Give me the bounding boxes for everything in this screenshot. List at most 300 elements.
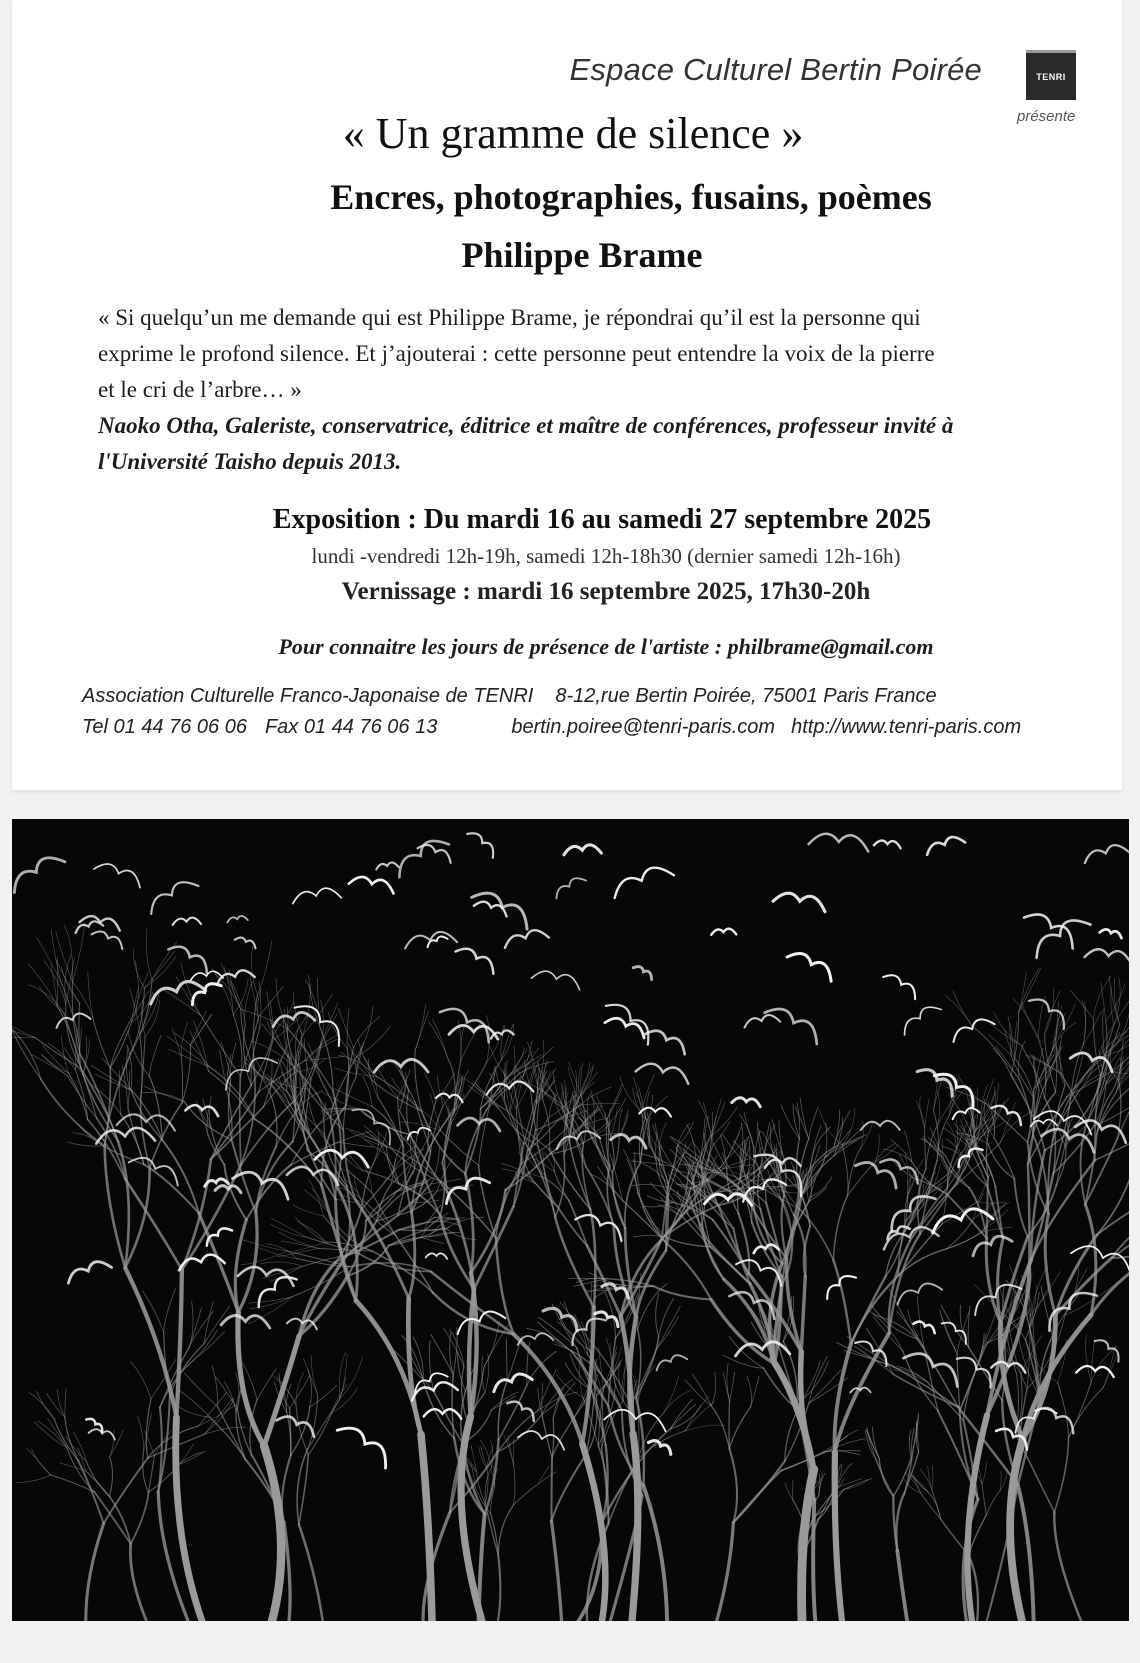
branch: [833, 1260, 851, 1344]
branch: [751, 1377, 759, 1407]
bird: [773, 891, 827, 912]
bird: [553, 873, 587, 899]
branch: [190, 1011, 206, 1045]
branch: [727, 1364, 730, 1401]
bird: [1034, 1403, 1078, 1433]
branch: [496, 1238, 514, 1334]
branch: [199, 1213, 239, 1312]
branch: [719, 1206, 749, 1274]
branch: [415, 1005, 425, 1050]
association-name: Association Culturelle Franco-Japonaise de TENRI: [82, 685, 534, 707]
branch: [580, 1087, 611, 1105]
branch: [130, 1362, 151, 1399]
branch: [238, 1212, 257, 1312]
branch: [1111, 987, 1114, 1025]
branch: [304, 1133, 336, 1199]
bird: [238, 1265, 296, 1286]
branch: [400, 1111, 417, 1157]
bird: [291, 886, 341, 906]
branch: [685, 1397, 708, 1431]
branch: [162, 1140, 199, 1213]
bird: [403, 929, 457, 951]
branch: [130, 1544, 146, 1621]
branch: [528, 1042, 538, 1081]
branch: [1058, 1383, 1069, 1438]
branch: [297, 1449, 308, 1524]
branch: [527, 1328, 572, 1352]
branch: [930, 1128, 942, 1157]
branch: [1091, 1340, 1095, 1382]
branch: [896, 1493, 904, 1550]
tenri-logo: [1026, 50, 1076, 100]
branch: [230, 1043, 236, 1083]
branch: [259, 987, 284, 1017]
branch: [800, 1098, 809, 1139]
branch: [310, 1385, 337, 1407]
bird: [167, 941, 212, 973]
branch: [176, 1417, 202, 1621]
branch: [656, 1294, 659, 1336]
branch: [270, 1094, 277, 1147]
vernissage-date: Vernissage : mardi 16 septembre 2025, 17h30-20h: [341, 578, 871, 605]
opening-hours: lundi -vendredi 12h-19h, samedi 12h-18h30 (dernier samedi 12h-16h): [311, 544, 901, 568]
bird: [276, 1413, 318, 1437]
branch: [485, 1354, 489, 1393]
bird: [874, 840, 901, 848]
branch: [1085, 1139, 1117, 1205]
branch: [893, 1366, 958, 1407]
branch: [66, 957, 75, 1004]
bird: [215, 968, 254, 986]
branch: [12, 1026, 41, 1079]
branch: [976, 1087, 977, 1129]
branch: [552, 1418, 554, 1458]
bird: [426, 934, 448, 948]
branch: [670, 1406, 701, 1429]
branch: [659, 1299, 674, 1337]
branch: [1000, 1471, 1001, 1490]
branch: [182, 1159, 211, 1269]
branch: [879, 1458, 893, 1496]
branch: [421, 1237, 444, 1243]
branch: [181, 1022, 187, 1057]
branch: [994, 1138, 1014, 1179]
branch: [78, 1460, 104, 1523]
branch: [921, 1493, 941, 1519]
branch: [479, 1514, 485, 1621]
branch: [169, 1049, 210, 1067]
bird: [227, 915, 248, 923]
branch: [1054, 1512, 1081, 1621]
bird: [1084, 948, 1129, 965]
branch: [299, 1276, 348, 1336]
branch: [497, 1414, 542, 1452]
bird: [1082, 842, 1129, 866]
branch: [572, 1095, 587, 1127]
branch: [17, 1475, 51, 1483]
branch: [569, 1201, 587, 1246]
branch: [664, 1376, 679, 1413]
branch: [138, 1416, 144, 1448]
branch: [110, 1497, 131, 1544]
branch: [131, 1492, 149, 1544]
branch: [727, 1131, 740, 1159]
quote-line: exprime le profond silence. Et j’ajouterai : cette personne peut entendre la voix de la pierre: [98, 341, 935, 366]
branch: [842, 1145, 848, 1196]
bird: [348, 875, 395, 894]
branch: [514, 1046, 515, 1086]
branch: [212, 1365, 218, 1407]
branch: [692, 1374, 711, 1406]
branch: [299, 1455, 308, 1525]
venue-name: Espace Culturel Bertin Poirée: [569, 52, 982, 87]
bird: [426, 1253, 448, 1259]
branch: [537, 1098, 539, 1146]
branch: [198, 1405, 236, 1427]
branch: [772, 1120, 782, 1153]
branch: [873, 1314, 917, 1339]
branch: [236, 1373, 239, 1409]
branch: [39, 986, 64, 1013]
branch: [569, 1062, 582, 1098]
artwork-photo: [12, 819, 1129, 1621]
branch: [221, 964, 241, 1010]
branch: [357, 1006, 374, 1057]
branch: [702, 1224, 724, 1279]
branch: [44, 961, 66, 1005]
bird: [145, 875, 198, 916]
branch: [875, 1134, 879, 1162]
branch: [665, 1242, 711, 1300]
bird: [924, 833, 965, 857]
bird: [633, 964, 655, 980]
branch: [809, 1378, 848, 1403]
branch: [424, 1073, 435, 1102]
branch: [178, 1390, 210, 1417]
invitation-card: [12, 0, 1122, 790]
branch: [925, 1099, 929, 1128]
branch: [441, 1096, 451, 1122]
branch: [12, 1020, 35, 1038]
bird: [763, 1002, 824, 1044]
branch: [685, 1425, 724, 1431]
branch: [241, 1251, 287, 1265]
bird: [374, 1059, 428, 1075]
branch: [92, 1016, 110, 1068]
branch: [270, 1059, 272, 1094]
branch: [685, 1402, 714, 1431]
branch: [150, 1103, 183, 1168]
branch: [801, 1276, 805, 1352]
branch: [711, 1406, 729, 1449]
branch: [538, 1472, 557, 1484]
bird: [79, 914, 121, 931]
contact-line: [82, 716, 1021, 739]
branch: [947, 1122, 956, 1148]
branch: [293, 1205, 323, 1216]
branch: [1083, 1012, 1101, 1045]
branch: [1014, 1179, 1027, 1237]
branch: [711, 1372, 715, 1406]
branch: [65, 1417, 78, 1460]
branch: [73, 923, 85, 981]
branch: [210, 1096, 212, 1127]
branch: [981, 1079, 994, 1119]
address: 8-12,rue Bertin Poirée, 75001 Paris France: [555, 685, 937, 707]
branch: [686, 1380, 712, 1406]
bird: [392, 833, 449, 880]
branch: [133, 949, 144, 988]
branch: [218, 1407, 245, 1459]
fax: Fax 01 44 76 06 13: [264, 716, 438, 738]
bird: [1030, 912, 1091, 961]
event-title: « Un gramme de silence »: [342, 109, 804, 158]
branch: [1114, 979, 1119, 1025]
exhibition-dates: Exposition : Du mardi 16 au samedi 27 septembre 2025: [272, 504, 932, 535]
branch: [552, 1454, 587, 1521]
presents-label: présente: [1017, 108, 1076, 125]
branch: [729, 1407, 750, 1449]
branch: [204, 1301, 213, 1344]
branch: [347, 1009, 349, 1048]
bird: [644, 1026, 689, 1054]
bird: [563, 844, 601, 857]
branch: [485, 1440, 499, 1514]
quote-attribution: [98, 408, 1098, 480]
branch: [963, 1369, 976, 1420]
branch: [32, 1055, 67, 1076]
bird: [916, 1064, 958, 1096]
branch: [498, 1505, 513, 1555]
branch: [717, 1523, 734, 1622]
branch: [339, 1352, 345, 1398]
branch: [729, 1449, 737, 1523]
branch: [611, 1137, 614, 1173]
branch: [290, 1375, 310, 1408]
bird: [955, 1352, 997, 1388]
branch: [31, 1449, 50, 1475]
bird: [491, 1370, 532, 1393]
bird: [808, 832, 869, 851]
branch: [181, 1057, 182, 1103]
branch: [941, 1315, 957, 1353]
branch: [125, 1268, 176, 1418]
bird: [933, 1068, 980, 1107]
branch: [552, 1521, 562, 1621]
bird: [601, 1281, 630, 1298]
association-line: [82, 685, 937, 708]
branch: [986, 1490, 1000, 1515]
branch: [481, 1073, 520, 1109]
branch: [551, 1458, 552, 1522]
bird: [455, 944, 499, 974]
branch: [161, 988, 201, 1016]
branch: [590, 1174, 623, 1201]
branch: [848, 1162, 876, 1196]
branch: [72, 982, 92, 1016]
branch: [296, 1405, 308, 1455]
branch: [190, 1031, 209, 1071]
branch: [711, 1102, 725, 1137]
branch: [485, 1504, 498, 1556]
branch: [125, 1179, 182, 1270]
branch: [1035, 1057, 1040, 1090]
branch: [591, 1284, 592, 1343]
branch: [538, 1466, 549, 1484]
branch: [1054, 1438, 1068, 1512]
branch: [643, 1486, 667, 1622]
bird: [854, 1157, 901, 1188]
branch: [928, 1137, 946, 1156]
branch: [1045, 1214, 1055, 1315]
branch: [304, 1358, 318, 1394]
branch: [149, 1035, 161, 1076]
branch: [143, 1092, 184, 1101]
branch: [1028, 1164, 1029, 1268]
artist-contact: Pour connaitre les jours de présence de l'artiste : philbrame@gmail.com: [278, 634, 934, 659]
branch: [260, 1262, 303, 1266]
bird: [93, 860, 144, 888]
branch: [953, 991, 973, 1027]
artist-name: Philippe Brame: [461, 235, 703, 275]
website-link[interactable]: http://www.tenri-paris.com: [791, 716, 1022, 738]
branch: [335, 1089, 372, 1107]
branch: [299, 1256, 346, 1336]
branch: [224, 1382, 236, 1413]
branch: [88, 972, 93, 1016]
branch: [146, 929, 152, 980]
branch: [938, 1091, 940, 1125]
branch: [56, 960, 80, 1004]
branch: [110, 1457, 113, 1496]
branch: [182, 1045, 190, 1103]
branch: [259, 981, 261, 1027]
branch: [444, 1328, 464, 1367]
branch: [956, 1120, 958, 1148]
branch: [508, 1435, 514, 1466]
branch: [34, 1422, 67, 1448]
branch: [429, 1022, 448, 1058]
branch: [284, 1522, 290, 1621]
bird: [860, 1120, 899, 1132]
branch: [279, 1232, 319, 1248]
branch: [1019, 968, 1041, 1013]
branch: [489, 1045, 514, 1086]
branch: [587, 1289, 615, 1291]
bird: [786, 948, 837, 981]
branch: [765, 1123, 770, 1156]
branch: [311, 1042, 322, 1080]
branch: [363, 1076, 372, 1106]
branch: [809, 1107, 819, 1139]
branch: [356, 1200, 409, 1298]
bird: [234, 936, 257, 949]
branch: [917, 1339, 958, 1407]
branch: [909, 1430, 911, 1458]
branch: [1085, 1204, 1096, 1315]
bird: [1099, 928, 1122, 938]
quote-text: [98, 300, 1088, 408]
bird: [823, 1271, 856, 1301]
branch: [144, 957, 176, 988]
branch: [928, 1466, 932, 1490]
branch: [164, 1289, 176, 1332]
branch: [400, 1081, 407, 1111]
branch: [243, 1240, 288, 1251]
logo-text: TENRI: [1036, 71, 1066, 82]
bird: [882, 970, 920, 999]
branch: [452, 1375, 454, 1439]
branch: [498, 1556, 500, 1622]
trees-and-birds-image: [12, 819, 1129, 1621]
branch: [1106, 983, 1126, 1020]
branch: [347, 1169, 372, 1192]
branch: [105, 1146, 126, 1268]
bird: [65, 1257, 112, 1285]
branch: [339, 1008, 354, 1047]
branch: [631, 1161, 674, 1167]
branch: [86, 1523, 104, 1621]
bird: [951, 1106, 980, 1121]
bird: [902, 1347, 964, 1386]
bird: [894, 1279, 942, 1307]
branch: [437, 1076, 443, 1106]
branch: [360, 1109, 410, 1135]
branch: [48, 1418, 67, 1447]
branch: [241, 1010, 288, 1029]
bird: [743, 1013, 780, 1029]
branch: [816, 1489, 844, 1515]
quote-line: « Si quelqu’un me demande qui est Philippe Brame, je répondrai qu’il est la personne qui: [98, 305, 921, 330]
branch: [271, 1218, 306, 1237]
branch: [1038, 997, 1045, 1039]
branch: [729, 1402, 730, 1449]
branch: [282, 1455, 291, 1522]
branch: [340, 1357, 363, 1399]
email-link[interactable]: bertin.poiree@tenri-paris.com: [511, 716, 776, 738]
branch: [303, 984, 311, 1035]
branch: [267, 1021, 290, 1058]
branch: [308, 1398, 340, 1449]
branch: [631, 1349, 657, 1405]
branch: [747, 1376, 752, 1407]
branch: [1095, 1126, 1129, 1160]
bird: [1023, 908, 1080, 949]
bird: [885, 1223, 909, 1240]
bird: [517, 1428, 566, 1450]
branch: [86, 1461, 109, 1496]
branch: [1030, 1266, 1047, 1317]
bird: [12, 850, 65, 895]
branch: [945, 995, 973, 1027]
branch: [647, 1196, 673, 1203]
branch: [361, 1172, 392, 1209]
bird: [604, 1015, 647, 1038]
quote-line: et le cri de l’arbre… »: [98, 377, 302, 402]
branch: [513, 1484, 538, 1505]
branch: [607, 1085, 622, 1119]
branch: [925, 1128, 926, 1169]
branch: [176, 1270, 182, 1418]
branch: [903, 1351, 938, 1411]
branch: [1097, 1178, 1129, 1235]
branch: [664, 1390, 691, 1412]
branch: [12, 1021, 41, 1079]
branch: [65, 1389, 66, 1417]
branch: [1093, 977, 1110, 1019]
branch: [809, 1357, 827, 1404]
bird: [899, 1001, 941, 1037]
